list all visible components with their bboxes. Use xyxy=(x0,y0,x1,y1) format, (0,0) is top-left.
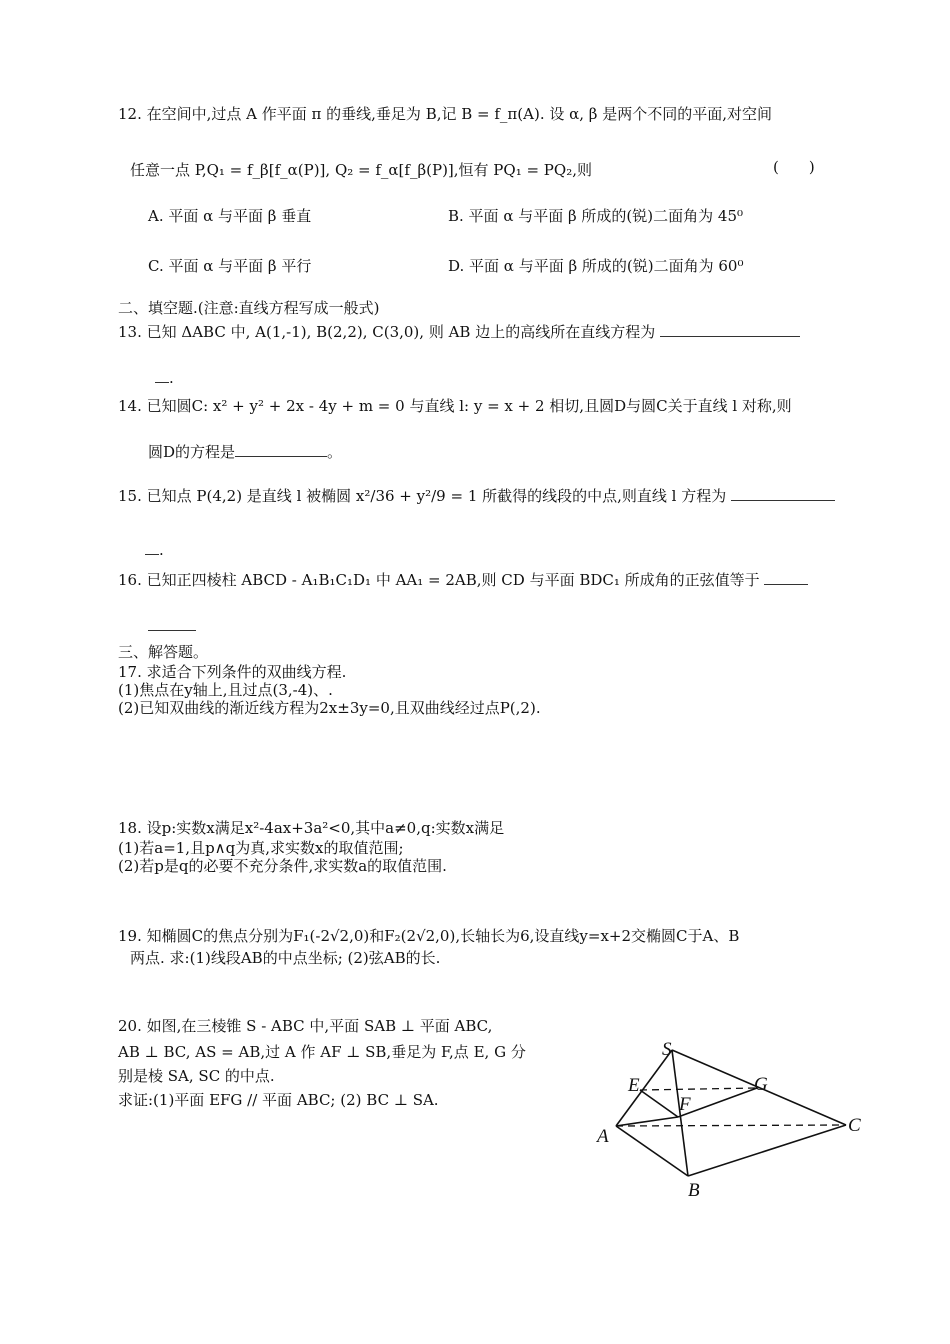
q20-line3: 别是棱 SA, SC 的中点. xyxy=(118,1067,275,1085)
q16-answer-blank[interactable] xyxy=(764,570,808,585)
q14-line1: 14. 已知圆C: x² + y² + 2x - 4y + m = 0 与直线 l: y = x + 2 相切,且圆D与圆C关于直线 l 对称,则 xyxy=(118,397,792,415)
q13-answer-blank-cont[interactable] xyxy=(155,368,169,383)
q20-line1: 20. 如图,在三棱锥 S - ABC 中,平面 SAB ⊥ 平面 ABC, xyxy=(118,1017,493,1035)
q15-answer-blank[interactable] xyxy=(731,486,835,501)
q17-title: 17. 求适合下列条件的双曲线方程. xyxy=(118,663,347,681)
q14-period: 。 xyxy=(327,443,343,461)
segment-ef xyxy=(640,1090,678,1117)
q16-line2 xyxy=(148,616,196,636)
q14-text: 圆D的方程是 xyxy=(148,443,236,461)
label-a: A xyxy=(597,1126,609,1147)
label-b: B xyxy=(688,1180,700,1201)
edge-ab xyxy=(616,1126,688,1176)
section-answer-heading: 三、解答题。 xyxy=(118,643,209,661)
label-e: E xyxy=(628,1075,640,1096)
q14-answer-blank[interactable] xyxy=(235,442,327,457)
q15-line2 xyxy=(145,540,164,560)
q13-text: 13. 已知 ΔABC 中, A(1,-1), B(2,2), C(3,0), 则 AB 边上的高线所在直线方程为 xyxy=(118,323,656,341)
label-s: S xyxy=(662,1039,672,1060)
label-c: C xyxy=(848,1115,861,1136)
q13-answer-blank[interactable] xyxy=(660,322,800,337)
q18-part2: (2)若p是q的必要不充分条件,求实数a的取值范围. xyxy=(118,857,447,875)
q16-line1 xyxy=(118,570,808,590)
q16-answer-blank-cont[interactable] xyxy=(148,616,196,631)
q20-line2: AB ⊥ BC, AS = AB,过 A 作 AF ⊥ SB,垂足为 F,点 E, G 分 xyxy=(118,1043,526,1061)
q12-line1: 12. 在空间中,过点 A 作平面 π 的垂线,垂足为 B,记 B = f_π(A). 设 α, β 是两个不同的平面,对空间 xyxy=(118,105,773,123)
q12-option-a: A. 平面 α 与平面 β 垂直 xyxy=(148,207,312,225)
section-fill-in-heading: 二、填空题.(注意:直线方程写成一般式) xyxy=(118,299,380,317)
q18-part1: (1)若a=1,且p∧q为真,求实数x的取值范围; xyxy=(118,839,404,857)
q17-part1: (1)焦点在y轴上,且过点(3,-4)、. xyxy=(118,681,333,699)
q12-line2: 任意一点 P,Q₁ = f_β[f_α(P)], Q₂ = f_α[f_β(P)],恒有 PQ₁ = PQ₂,则 xyxy=(130,161,592,179)
q15-line1 xyxy=(118,486,835,506)
q19-line2: 两点. 求:(1)线段AB的中点坐标; (2)弦AB的长. xyxy=(130,949,441,967)
q19-line1: 19. 知椭圆C的焦点分别为F₁(-2√2,0)和F₂(2√2,0),长轴长为6,设直线y=x+2交椭圆C于A、B xyxy=(118,927,740,945)
q12-answer-paren: ( ) xyxy=(773,158,815,176)
q13-line2 xyxy=(155,368,174,388)
segment-af xyxy=(616,1117,678,1126)
edge-sa xyxy=(616,1050,672,1126)
q12-option-b: B. 平面 α 与平面 β 所成的(锐)二面角为 45⁰ xyxy=(448,207,744,225)
q12-option-c: C. 平面 α 与平面 β 平行 xyxy=(148,257,312,275)
q14-line2 xyxy=(148,442,342,462)
q15-text: 15. 已知点 P(4,2) 是直线 l 被椭圆 x²/36 + y²/9 = 1 所截得的线段的中点,则直线 l 方程为 xyxy=(118,487,727,505)
q17-part2: (2)已知双曲线的渐近线方程为2x±3y=0,且双曲线经过点P(,2). xyxy=(118,699,541,717)
q12-option-d: D. 平面 α 与平面 β 所成的(锐)二面角为 60⁰ xyxy=(448,257,744,275)
label-f: F xyxy=(679,1094,691,1115)
q20-line4: 求证:(1)平面 EFG // 平面 ABC; (2) BC ⊥ SA. xyxy=(118,1091,439,1109)
q13-period: . xyxy=(169,369,174,387)
segment-eg-hidden xyxy=(640,1088,757,1090)
q15-period: . xyxy=(159,541,164,559)
label-g: G xyxy=(754,1074,768,1095)
q18-title: 18. 设p:实数x满足x²-4ax+3a²<0,其中a≠0,q:实数x满足 xyxy=(118,819,505,837)
q15-answer-blank-cont[interactable] xyxy=(145,540,159,555)
edge-ac-hidden xyxy=(616,1125,846,1126)
edge-bc xyxy=(688,1125,846,1176)
pyramid-figure xyxy=(590,1035,880,1210)
q13-line1 xyxy=(118,322,800,342)
q16-text: 16. 已知正四棱柱 ABCD - A₁B₁C₁D₁ 中 AA₁ = 2AB,则 CD 与平面 BDC₁ 所成角的正弦值等于 xyxy=(118,571,760,589)
